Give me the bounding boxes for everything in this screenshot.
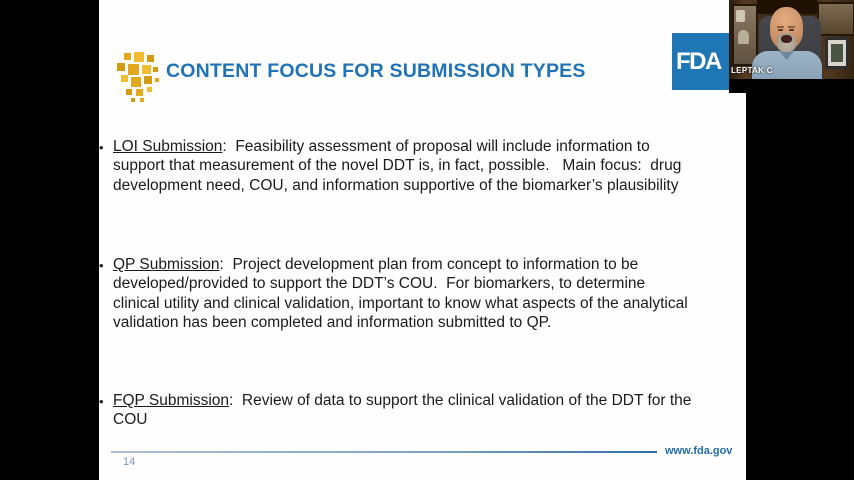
- slide: [99, 0, 746, 480]
- bullet-loi-submission: [99, 137, 694, 195]
- bullet-marker: •: [99, 258, 104, 273]
- background-shelf-item: [736, 10, 745, 22]
- bullet-marker: •: [99, 394, 104, 409]
- background-shelf-item: [738, 30, 749, 44]
- presenter-eye: [789, 29, 794, 31]
- presenter-eyebrow: [788, 26, 795, 28]
- slide-title: CONTENT FOCUS FOR SUBMISSION TYPES: [166, 60, 586, 82]
- slide-bullet-logo-icon: [117, 52, 161, 102]
- webcam-video-feed: [729, 0, 854, 79]
- bullet-text: : Feasibility assessment of proposal will include information to support that measurement of the novel DDT is, in fact, possible. Main focus: drug development need, COU, and information supportive of the biomarker’s plausibility: [113, 138, 686, 194]
- fda-logo-text: FDA: [676, 47, 721, 75]
- bullet-text: : Project development plan from concept to information to be developed/provided to support the DDT’s COU. For biomarkers, to determine clinical utility and clinical validation, important to know what aspects of the analytical validation has been completed and information submitted to QP.: [113, 256, 692, 332]
- participant-name-label: LEPTAK C: [731, 66, 773, 75]
- webcam-thumbnail[interactable]: [729, 0, 854, 93]
- footer-divider-line: [111, 451, 657, 453]
- slide-page-number: 14: [123, 456, 136, 468]
- bullet-fqp-submission: [99, 391, 694, 430]
- bullet-label: FQP Submission: [113, 392, 230, 409]
- presenter-mouth: [781, 35, 792, 43]
- bullet-marker: •: [99, 140, 104, 155]
- presenter-eyebrow: [777, 26, 784, 28]
- background-shelf: [817, 2, 854, 36]
- presenter-eye: [778, 29, 783, 31]
- bullet-label: QP Submission: [113, 256, 220, 273]
- bullet-text: : Review of data to support the clinical validation of the DDT for the COU: [113, 392, 696, 429]
- fda-gov-link[interactable]: www.fda.gov: [665, 445, 733, 457]
- picture-frame-photo: [831, 44, 843, 62]
- bullet-qp-submission: [99, 255, 694, 333]
- fda-logo: [672, 33, 731, 90]
- bullet-label: LOI Submission: [113, 138, 223, 155]
